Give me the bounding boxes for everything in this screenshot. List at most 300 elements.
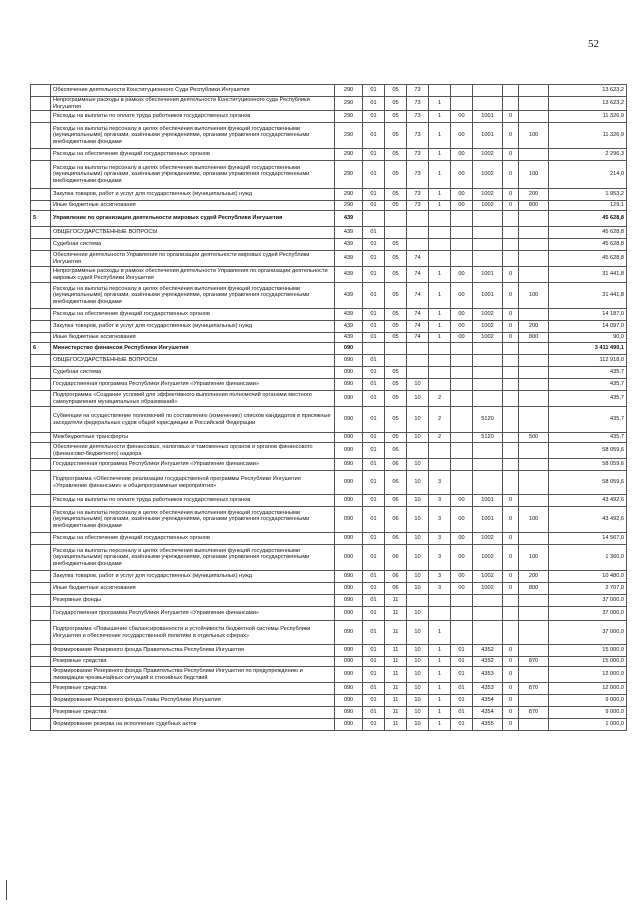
- cell-name: Иные бюджетные ассигнования: [51, 583, 335, 595]
- cell-c6: [451, 607, 473, 621]
- cell-c2: 01: [363, 267, 385, 283]
- cell-c5: [429, 607, 451, 621]
- cell-c3: 06: [385, 495, 407, 507]
- cell-c6: [451, 97, 473, 111]
- cell-num: [31, 407, 51, 433]
- cell-c5: [429, 367, 451, 379]
- cell-c3: 05: [385, 189, 407, 201]
- cell-c8: 0: [503, 189, 519, 201]
- cell-c2: 01: [363, 683, 385, 695]
- table-row: [31, 407, 627, 433]
- cell-c5: 1: [429, 621, 451, 645]
- cell-num: [31, 607, 51, 621]
- cell-num: [31, 495, 51, 507]
- cell-c6: [451, 211, 473, 227]
- cell-amount: 435,7: [549, 391, 627, 407]
- cell-c8: 0: [503, 267, 519, 283]
- cell-c1: 290: [335, 85, 363, 97]
- cell-num: [31, 283, 51, 309]
- cell-c4: 73: [407, 189, 429, 201]
- cell-c2: 01: [363, 507, 385, 533]
- cell-name: Закупка товаров, работ и услуг для государственных (муниципальных) нужд: [51, 321, 335, 333]
- cell-num: [31, 545, 51, 571]
- cell-amount: 435,7: [549, 379, 627, 391]
- table-row: [31, 571, 627, 583]
- cell-c1: 090: [335, 495, 363, 507]
- cell-c5: 1: [429, 707, 451, 719]
- cell-c2: 01: [363, 391, 385, 407]
- cell-name: Государственная программа Республики Ингушетия «Управление финансами»: [51, 459, 335, 471]
- cell-c4: 10: [407, 607, 429, 621]
- cell-c3: 11: [385, 667, 407, 683]
- table-row: [31, 621, 627, 645]
- cell-c6: 00: [451, 149, 473, 161]
- cell-c7: [473, 85, 503, 97]
- cell-c3: 11: [385, 607, 407, 621]
- cell-c3: 05: [385, 123, 407, 149]
- table-row: [31, 595, 627, 607]
- cell-c8: 0: [503, 507, 519, 533]
- cell-name: Резервные средства: [51, 683, 335, 695]
- table-row: [31, 607, 627, 621]
- cell-c8: 0: [503, 149, 519, 161]
- cell-c3: 05: [385, 251, 407, 267]
- cell-num: [31, 267, 51, 283]
- cell-c9: 200: [519, 571, 549, 583]
- cell-num: [31, 507, 51, 533]
- cell-c4: 10: [407, 379, 429, 391]
- cell-c2: 01: [363, 621, 385, 645]
- cell-c4: 10: [407, 495, 429, 507]
- cell-c7: 1001: [473, 267, 503, 283]
- cell-name: Государственная программа Республики Ингушетия «Управление финансами»: [51, 379, 335, 391]
- cell-c9: [519, 621, 549, 645]
- cell-amount: 58 059,6: [549, 459, 627, 471]
- cell-c6: 00: [451, 201, 473, 211]
- cell-c5: 3: [429, 471, 451, 495]
- cell-c3: [385, 343, 407, 355]
- cell-c1: 090: [335, 343, 363, 355]
- cell-c1: 090: [335, 545, 363, 571]
- cell-c9: [519, 267, 549, 283]
- cell-c3: 06: [385, 571, 407, 583]
- cell-c5: 2: [429, 433, 451, 443]
- cell-amount: 45 628,8: [549, 211, 627, 227]
- cell-amount: 37 000,0: [549, 607, 627, 621]
- cell-c7: [473, 367, 503, 379]
- cell-c6: 00: [451, 571, 473, 583]
- cell-c1: 290: [335, 189, 363, 201]
- table-row: [31, 283, 627, 309]
- cell-c3: 05: [385, 391, 407, 407]
- cell-c9: [519, 343, 549, 355]
- cell-c8: 0: [503, 571, 519, 583]
- cell-name: Непрограммные расходы в рамках обеспечения деятельности Управления по организации деятельности мировых судей Республики Ингушетия: [51, 267, 335, 283]
- cell-c3: 05: [385, 379, 407, 391]
- cell-c7: [473, 355, 503, 367]
- table-row: [31, 471, 627, 495]
- cell-c9: [519, 97, 549, 111]
- cell-c8: 0: [503, 667, 519, 683]
- cell-name: Обеспечение деятельности финансовых, налоговых и таможенных органов и органов финансового (финансово-бюджетного) надзора: [51, 443, 335, 459]
- cell-c1: 090: [335, 657, 363, 667]
- cell-amount: 129,1: [549, 201, 627, 211]
- cell-c9: [519, 367, 549, 379]
- cell-c8: [503, 97, 519, 111]
- cell-num: [31, 571, 51, 583]
- cell-c6: 01: [451, 657, 473, 667]
- cell-c4: 10: [407, 583, 429, 595]
- cell-name: Иные бюджетные ассигнования: [51, 201, 335, 211]
- cell-c3: 05: [385, 201, 407, 211]
- table-row: [31, 695, 627, 707]
- cell-amount: 15 000,0: [549, 645, 627, 657]
- table-row: [31, 391, 627, 407]
- cell-num: [31, 251, 51, 267]
- cell-c7: 1001: [473, 111, 503, 123]
- cell-c4: 10: [407, 571, 429, 583]
- table-row: [31, 309, 627, 321]
- table-row: [31, 343, 627, 355]
- cell-amount: 3 411 490,1: [549, 343, 627, 355]
- cell-c8: 0: [503, 683, 519, 695]
- cell-c5: [429, 595, 451, 607]
- cell-c9: [519, 251, 549, 267]
- cell-c1: 090: [335, 407, 363, 433]
- table-row: [31, 123, 627, 149]
- cell-c8: [503, 355, 519, 367]
- cell-c8: 0: [503, 321, 519, 333]
- cell-c6: 00: [451, 507, 473, 533]
- table-row: [31, 251, 627, 267]
- cell-c9: [519, 391, 549, 407]
- cell-c7: [473, 251, 503, 267]
- cell-c9: [519, 227, 549, 239]
- cell-c5: 1: [429, 657, 451, 667]
- cell-amount: 1 953,2: [549, 189, 627, 201]
- cell-c2: 01: [363, 533, 385, 545]
- cell-c4: 73: [407, 97, 429, 111]
- cell-c7: [473, 459, 503, 471]
- cell-c8: [503, 407, 519, 433]
- cell-num: [31, 149, 51, 161]
- cell-c9: [519, 695, 549, 707]
- cell-c7: 4352: [473, 657, 503, 667]
- cell-c1: 090: [335, 379, 363, 391]
- cell-name: Резервные фонды: [51, 595, 335, 607]
- cell-c2: 01: [363, 283, 385, 309]
- cell-c6: [451, 239, 473, 251]
- table-row: [31, 85, 627, 97]
- budget-table: [30, 84, 627, 731]
- cell-amount: 14 567,0: [549, 533, 627, 545]
- cell-c5: 3: [429, 583, 451, 595]
- table-row: [31, 507, 627, 533]
- cell-c8: 0: [503, 309, 519, 321]
- cell-c2: 01: [363, 657, 385, 667]
- cell-c5: [429, 85, 451, 97]
- cell-amount: 1 360,0: [549, 545, 627, 571]
- cell-num: [31, 239, 51, 251]
- cell-c6: 01: [451, 667, 473, 683]
- cell-amount: 9 000,0: [549, 695, 627, 707]
- cell-c8: [503, 343, 519, 355]
- cell-c7: 1002: [473, 545, 503, 571]
- cell-c7: [473, 97, 503, 111]
- cell-c6: 00: [451, 283, 473, 309]
- cell-c9: [519, 719, 549, 731]
- cell-c2: 01: [363, 667, 385, 683]
- cell-c4: 73: [407, 123, 429, 149]
- cell-c6: 01: [451, 645, 473, 657]
- cell-num: 6: [31, 343, 51, 355]
- cell-c5: 3: [429, 495, 451, 507]
- cell-c9: 100: [519, 283, 549, 309]
- cell-name: Судебная система: [51, 367, 335, 379]
- cell-c8: 0: [503, 545, 519, 571]
- cell-num: [31, 201, 51, 211]
- cell-c4: [407, 211, 429, 227]
- cell-c7: [473, 621, 503, 645]
- cell-c3: 05: [385, 161, 407, 189]
- cell-c7: [473, 595, 503, 607]
- cell-c7: [473, 239, 503, 251]
- cell-c4: 10: [407, 667, 429, 683]
- cell-num: [31, 667, 51, 683]
- cell-amount: 31 441,8: [549, 267, 627, 283]
- cell-c3: 05: [385, 283, 407, 309]
- cell-c9: [519, 379, 549, 391]
- cell-c9: [519, 355, 549, 367]
- cell-c9: 870: [519, 683, 549, 695]
- table-row: [31, 719, 627, 731]
- cell-num: [31, 333, 51, 343]
- cell-c6: [451, 621, 473, 645]
- cell-c3: 05: [385, 85, 407, 97]
- cell-c6: 00: [451, 321, 473, 333]
- cell-c6: [451, 471, 473, 495]
- cell-c2: 01: [363, 309, 385, 321]
- cell-c9: 870: [519, 657, 549, 667]
- cell-c9: [519, 239, 549, 251]
- cell-c4: [407, 343, 429, 355]
- cell-c2: 01: [363, 321, 385, 333]
- cell-c9: [519, 309, 549, 321]
- cell-c4: 10: [407, 719, 429, 731]
- cell-c1: 090: [335, 583, 363, 595]
- cell-num: [31, 707, 51, 719]
- cell-c6: [451, 343, 473, 355]
- cell-name: Подпрограмма «Повышение сбалансированности и устойчивости бюджетной системы Республики Ингушетия и обеспечение государственной политики в отдельных сферах»: [51, 621, 335, 645]
- table-row: [31, 211, 627, 227]
- cell-num: [31, 85, 51, 97]
- cell-name: ОБЩЕГОСУДАРСТВЕННЫЕ ВОПРОСЫ: [51, 355, 335, 367]
- cell-c1: 439: [335, 211, 363, 227]
- cell-c3: 05: [385, 267, 407, 283]
- cell-c2: 01: [363, 123, 385, 149]
- cell-c3: 06: [385, 545, 407, 571]
- cell-c4: 10: [407, 407, 429, 433]
- cell-c2: 01: [363, 239, 385, 251]
- cell-name: Подпрограмма «Создание условий для эффективного выполнения полномочий органами местного самоуправления муниципальных образований»: [51, 391, 335, 407]
- cell-num: [31, 683, 51, 695]
- cell-c2: 01: [363, 379, 385, 391]
- cell-num: [31, 189, 51, 201]
- cell-c1: 090: [335, 607, 363, 621]
- cell-c7: 4354: [473, 707, 503, 719]
- cell-c8: 0: [503, 495, 519, 507]
- cell-c8: 0: [503, 657, 519, 667]
- cell-c3: 05: [385, 239, 407, 251]
- cell-name: Межбюджетные трансферты: [51, 433, 335, 443]
- cell-num: [31, 595, 51, 607]
- cell-amount: 43 492,6: [549, 495, 627, 507]
- cell-num: [31, 695, 51, 707]
- cell-amount: 15 000,0: [549, 657, 627, 667]
- cell-c2: 01: [363, 583, 385, 595]
- cell-num: [31, 391, 51, 407]
- cell-c7: 1002: [473, 149, 503, 161]
- cell-c8: [503, 595, 519, 607]
- cell-c8: 0: [503, 201, 519, 211]
- cell-c2: 01: [363, 607, 385, 621]
- cell-c3: 11: [385, 595, 407, 607]
- cell-c4: 74: [407, 251, 429, 267]
- cell-c8: 0: [503, 283, 519, 309]
- cell-c8: 0: [503, 533, 519, 545]
- cell-c3: 06: [385, 443, 407, 459]
- cell-c8: [503, 607, 519, 621]
- cell-c2: 01: [363, 189, 385, 201]
- cell-c1: 439: [335, 321, 363, 333]
- cell-c8: 0: [503, 645, 519, 657]
- cell-c6: 01: [451, 707, 473, 719]
- cell-c7: [473, 391, 503, 407]
- cell-c1: 439: [335, 283, 363, 309]
- cell-c8: [503, 367, 519, 379]
- cell-name: Закупка товаров, работ и услуг для государственных (муниципальных) нужд: [51, 571, 335, 583]
- cell-c4: 10: [407, 695, 429, 707]
- cell-name: Иные бюджетные ассигнования: [51, 333, 335, 343]
- cell-c4: [407, 355, 429, 367]
- table-row: [31, 667, 627, 683]
- cell-c1: 439: [335, 227, 363, 239]
- cell-c8: [503, 621, 519, 645]
- cell-c3: 11: [385, 683, 407, 695]
- cell-c4: 74: [407, 321, 429, 333]
- cell-c2: 01: [363, 85, 385, 97]
- cell-c2: [363, 211, 385, 227]
- cell-amount: 31 441,8: [549, 283, 627, 309]
- cell-c9: [519, 211, 549, 227]
- cell-c5: 1: [429, 149, 451, 161]
- cell-amount: 435,7: [549, 367, 627, 379]
- table-row: [31, 545, 627, 571]
- cell-c8: [503, 211, 519, 227]
- cell-c9: [519, 607, 549, 621]
- cell-c7: [473, 211, 503, 227]
- cell-c4: [407, 367, 429, 379]
- cell-c9: 100: [519, 507, 549, 533]
- cell-name: Расходы на обеспечение функций государственных органов: [51, 309, 335, 321]
- cell-num: [31, 355, 51, 367]
- table-row: [31, 583, 627, 595]
- cell-c8: [503, 459, 519, 471]
- table-row: [31, 111, 627, 123]
- cell-c7: 1002: [473, 333, 503, 343]
- cell-c6: [451, 433, 473, 443]
- cell-c3: 05: [385, 97, 407, 111]
- cell-c3: 06: [385, 507, 407, 533]
- cell-num: [31, 645, 51, 657]
- cell-c1: 090: [335, 367, 363, 379]
- cell-num: [31, 459, 51, 471]
- cell-c9: [519, 459, 549, 471]
- cell-c2: 01: [363, 459, 385, 471]
- cell-c9: [519, 667, 549, 683]
- cell-c2: 01: [363, 251, 385, 267]
- cell-num: [31, 321, 51, 333]
- cell-c4: 74: [407, 283, 429, 309]
- cell-c6: [451, 227, 473, 239]
- cell-c2: 01: [363, 571, 385, 583]
- cell-amount: 112 918,0: [549, 355, 627, 367]
- cell-num: [31, 433, 51, 443]
- cell-name: Судебная система: [51, 239, 335, 251]
- cell-c9: [519, 645, 549, 657]
- cell-c6: [451, 443, 473, 459]
- cell-c4: 74: [407, 333, 429, 343]
- table-row: [31, 645, 627, 657]
- cell-c4: [407, 239, 429, 251]
- cell-c9: 500: [519, 433, 549, 443]
- cell-amount: 12 000,0: [549, 683, 627, 695]
- cell-c3: [385, 227, 407, 239]
- cell-amount: 45 628,8: [549, 227, 627, 239]
- cell-c2: 01: [363, 433, 385, 443]
- cell-c8: [503, 391, 519, 407]
- cell-c2: 01: [363, 707, 385, 719]
- cell-c2: 01: [363, 149, 385, 161]
- cell-c2: 01: [363, 545, 385, 571]
- cell-c7: 4355: [473, 719, 503, 731]
- cell-c4: 10: [407, 645, 429, 657]
- cell-name: Государственная программа Республики Ингушетия «Управление финансами»: [51, 607, 335, 621]
- cell-c5: [429, 227, 451, 239]
- cell-c4: 73: [407, 111, 429, 123]
- cell-c5: 1: [429, 683, 451, 695]
- cell-c3: 06: [385, 583, 407, 595]
- cell-c4: 73: [407, 149, 429, 161]
- cell-c5: 1: [429, 111, 451, 123]
- cell-amount: 11 326,9: [549, 123, 627, 149]
- cell-c4: 73: [407, 161, 429, 189]
- cell-c1: 439: [335, 309, 363, 321]
- cell-c7: [473, 443, 503, 459]
- cell-amount: 58 059,6: [549, 443, 627, 459]
- cell-c9: 200: [519, 321, 549, 333]
- cell-c7: 4354: [473, 695, 503, 707]
- cell-c9: [519, 407, 549, 433]
- cell-c6: 00: [451, 267, 473, 283]
- cell-c8: 0: [503, 719, 519, 731]
- margin-mark: [6, 880, 7, 900]
- cell-c7: 1002: [473, 583, 503, 595]
- cell-c2: 01: [363, 495, 385, 507]
- cell-c4: 10: [407, 533, 429, 545]
- cell-c3: [385, 211, 407, 227]
- cell-c3: 06: [385, 471, 407, 495]
